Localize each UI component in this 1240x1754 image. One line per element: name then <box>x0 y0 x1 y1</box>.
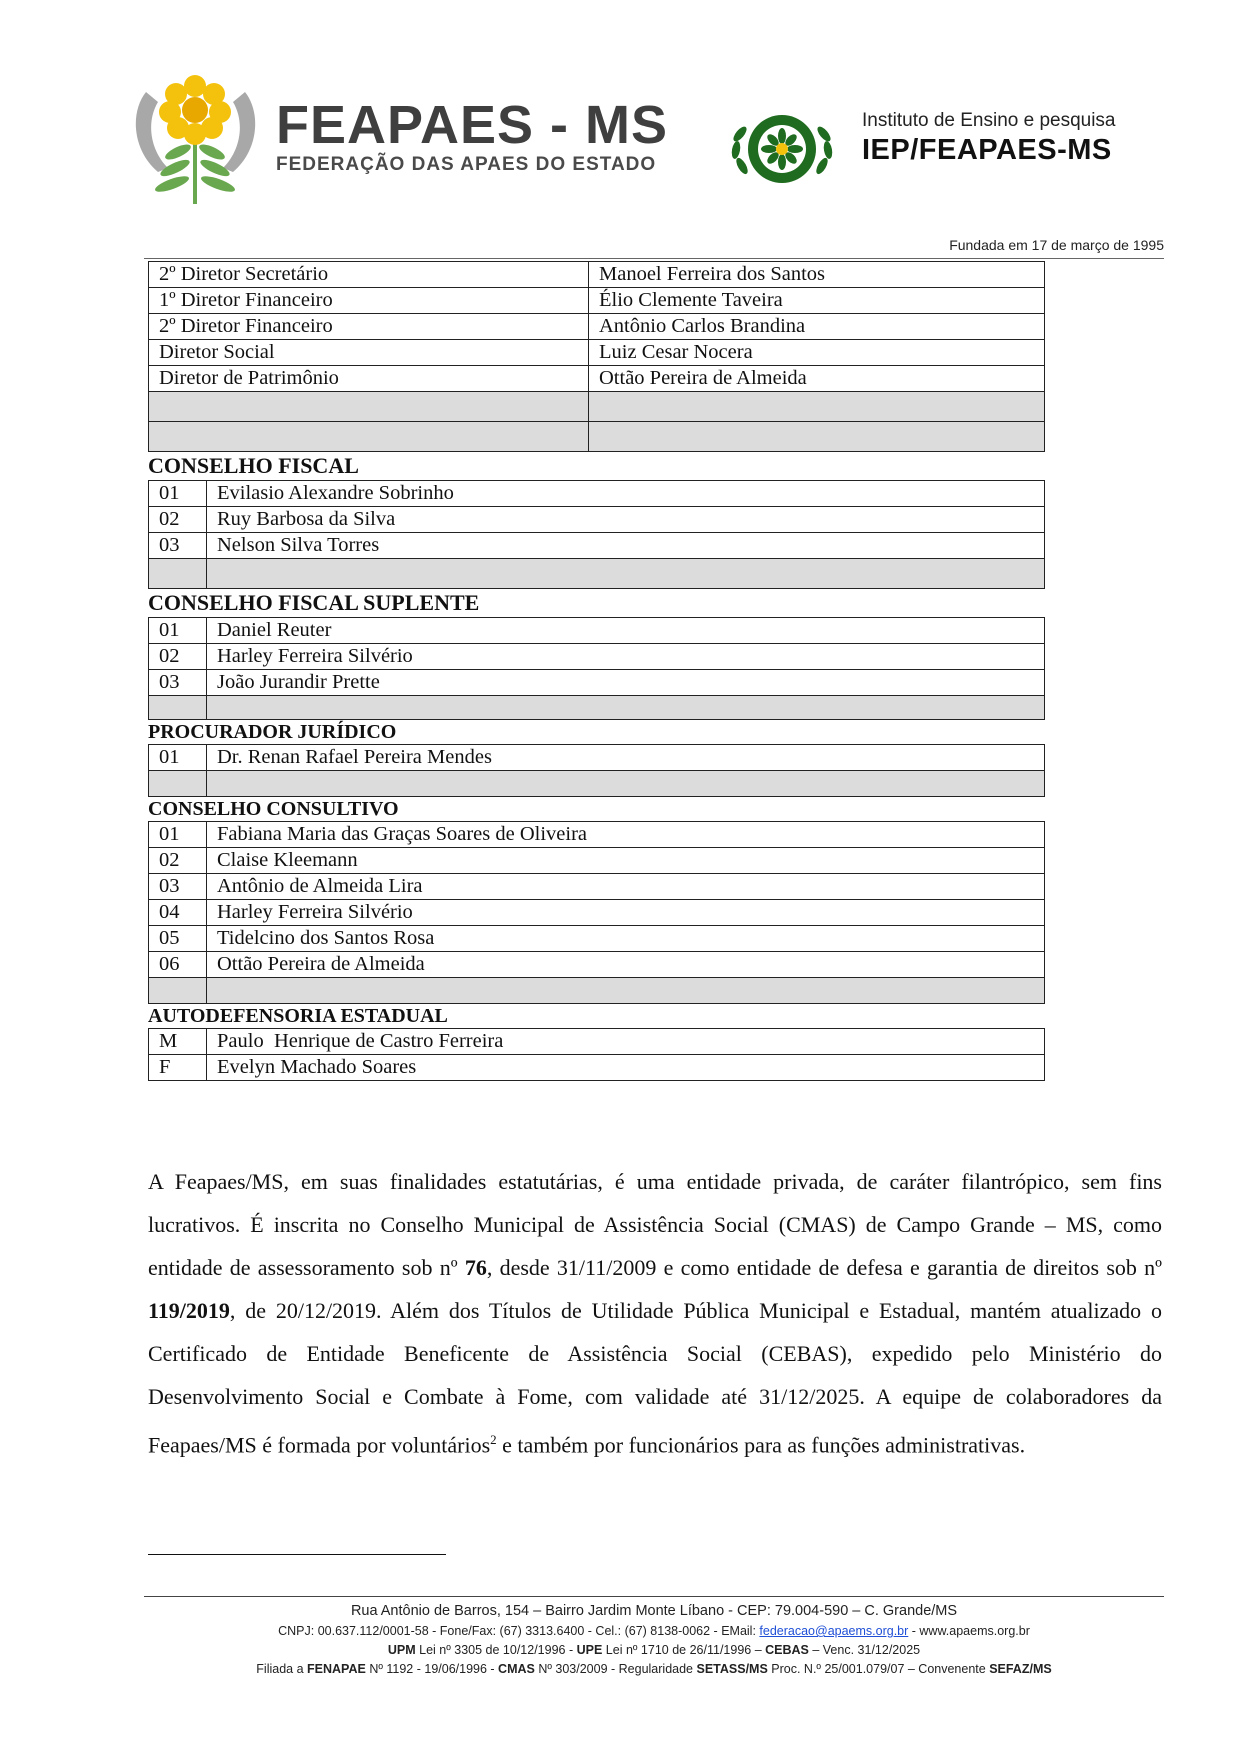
name-cell: Evilasio Alexandre Sobrinho <box>207 481 1045 507</box>
blank-row <box>149 392 1045 422</box>
footer-bold: CMAS <box>498 1662 535 1676</box>
footer-contact <box>144 1622 1164 1641</box>
section-title-procurador: PROCURADOR JURÍDICO <box>148 721 397 743</box>
name-cell: Dr. Renan Rafael Pereira Mendes <box>207 745 1045 771</box>
footer-divider <box>144 1596 1164 1597</box>
name-cell: Fabiana Maria das Graças Soares de Oliveira <box>207 822 1045 848</box>
blank-cell <box>149 422 589 452</box>
blank-cell <box>589 392 1045 422</box>
blank-row <box>149 978 1045 1004</box>
footer-text: Lei nº 3305 de 10/12/1996 - <box>415 1643 577 1657</box>
number-cell: 01 <box>149 745 207 771</box>
table-row <box>149 1055 1045 1081</box>
name-cell: Evelyn Machado Soares <box>207 1055 1045 1081</box>
blank-cell <box>207 696 1045 720</box>
board-content <box>148 261 1048 1081</box>
para-bold: 76 <box>464 1255 487 1280</box>
table-row <box>149 822 1045 848</box>
table-row <box>149 745 1045 771</box>
blank-cell <box>207 771 1045 797</box>
table-row <box>149 848 1045 874</box>
number-cell: 02 <box>149 644 207 670</box>
number-cell: 03 <box>149 874 207 900</box>
footer-text: Nº 303/2009 - Regularidade <box>534 1662 697 1676</box>
table-row <box>149 618 1045 644</box>
table-row <box>149 288 1045 314</box>
section-title-conselho-fiscal: CONSELHO FISCAL <box>148 453 359 478</box>
footer-bold: CEBAS <box>765 1643 809 1657</box>
iep-line1: Instituto de Ensino e pesquisa <box>862 110 1116 131</box>
name-cell: Ottão Pereira de Almeida <box>589 366 1045 392</box>
footer-address: Rua Antônio de Barros, 154 – Bairro Jardim Monte Líbano - CEP: 79.004-590 – C. Grande/MS <box>350 1603 958 1619</box>
section-title-conselho-fiscal-suplente: CONSELHO FISCAL SUPLENTE <box>148 590 480 615</box>
role-cell: Diretor Social <box>149 340 589 366</box>
footer-registrations <box>144 1641 1164 1660</box>
role-cell: 1º Diretor Financeiro <box>149 288 589 314</box>
number-cell: 02 <box>149 848 207 874</box>
name-cell: Manoel Ferreira dos Santos <box>589 262 1045 288</box>
table-row <box>149 900 1045 926</box>
number-cell: 03 <box>149 533 207 559</box>
name-cell: Harley Ferreira Silvério <box>207 644 1045 670</box>
table-row <box>149 262 1045 288</box>
founded-date: Fundada em 17 de março de 1995 <box>949 237 1164 253</box>
blank-cell <box>207 978 1045 1004</box>
conselho-fiscal-suplente-table <box>148 617 1045 720</box>
number-cell: 02 <box>149 507 207 533</box>
footer-text: Filiada a <box>256 1662 308 1676</box>
conselho-fiscal-table <box>148 480 1045 589</box>
para-text: , desde 31/11/2009 e como entidade de defesa e garantia de direitos sob nº <box>486 1255 1162 1280</box>
name-cell: Harley Ferreira Silvério <box>207 900 1045 926</box>
role-cell: 2º Diretor Financeiro <box>149 314 589 340</box>
para-text: , de 20/12/2019. Além dos Títulos de Utilidade Pública Municipal e Estadual, mantém atualizado o Certificado de Entidade Beneficente de Assistência Social (CEBAS), expedido pelo Ministério do Desenvolvimento Social e Combate à Fome, com validade até 31/12/2025. A equipe de colaboradores da Feapaes/MS é formada por voluntários <box>148 1298 1162 1458</box>
header-divider <box>144 258 1164 259</box>
blank-row <box>149 696 1045 720</box>
footer-bold: SETASS/MS <box>696 1662 768 1676</box>
number-cell: 01 <box>149 481 207 507</box>
iep-logo <box>726 100 1166 200</box>
directors-table <box>148 261 1045 452</box>
institution-description <box>148 1160 1162 1466</box>
blank-cell <box>149 978 207 1004</box>
number-cell: 05 <box>149 926 207 952</box>
footer-bold: SEFAZ/MS <box>989 1662 1052 1676</box>
footer <box>144 1600 1164 1679</box>
blank-cell <box>589 422 1045 452</box>
number-cell: F <box>149 1055 207 1081</box>
name-cell: Daniel Reuter <box>207 618 1045 644</box>
brand-subtitle: FEDERAÇÃO DAS APAES DO ESTADO <box>276 154 657 175</box>
name-cell: Antônio Carlos Brandina <box>589 314 1045 340</box>
autodefensoria-table <box>148 1028 1045 1081</box>
footer-text: Lei nº 1710 de 26/11/1996 – <box>602 1643 766 1657</box>
name-cell: Paulo Henrique de Castro Ferreira <box>207 1029 1045 1055</box>
footer-text: CNPJ: 00.637.112/0001-58 - Fone/Fax: (67) 3313.6400 - Cel.: (67) 8138-0062 - EMail: <box>278 1624 760 1638</box>
blank-cell <box>149 696 207 720</box>
blank-row <box>149 559 1045 589</box>
number-cell: 01 <box>149 618 207 644</box>
name-cell: Ruy Barbosa da Silva <box>207 507 1045 533</box>
footnote-ref: 2 <box>490 1432 497 1447</box>
footer-bold: UPE <box>576 1643 603 1657</box>
table-row <box>149 952 1045 978</box>
table-row <box>149 481 1045 507</box>
table-row <box>149 340 1045 366</box>
blank-cell <box>149 771 207 797</box>
iep-line2: IEP/FEAPAES-MS <box>862 134 1112 166</box>
para-text: e também por funcionários para as funções administrativas. <box>496 1432 1026 1458</box>
feapaes-logo <box>128 72 669 212</box>
table-row <box>149 926 1045 952</box>
name-cell: Élio Clemente Taveira <box>589 288 1045 314</box>
table-row <box>149 314 1045 340</box>
para-bold: 119/2019 <box>148 1298 230 1323</box>
blank-row <box>149 771 1045 797</box>
name-cell: Nelson Silva Torres <box>207 533 1045 559</box>
blank-row <box>149 422 1045 452</box>
role-cell: 2º Diretor Secretário <box>149 262 589 288</box>
footer-text: - www.apaems.org.br <box>908 1624 1030 1638</box>
blank-cell <box>149 392 589 422</box>
footer-affiliation <box>144 1660 1164 1679</box>
name-cell: João Jurandir Prette <box>207 670 1045 696</box>
conselho-consultivo-table <box>148 821 1045 1004</box>
name-cell: Luiz Cesar Nocera <box>589 340 1045 366</box>
footnote-separator <box>148 1554 446 1555</box>
iep-wreath-flower-icon <box>726 104 838 194</box>
footer-text: Nº 1192 - 19/06/1996 - <box>365 1662 499 1676</box>
role-cell: Diretor de Patrimônio <box>149 366 589 392</box>
name-cell: Claise Kleemann <box>207 848 1045 874</box>
procurador-table <box>148 744 1045 797</box>
email-link[interactable]: federacao@apaems.org.br <box>759 1624 909 1638</box>
table-row <box>149 874 1045 900</box>
table-row <box>149 533 1045 559</box>
table-row <box>149 1029 1045 1055</box>
para-text: A Feapaes/MS, em suas finalidades estatutárias, é uma entidade privada, de caráter filantrópico, sem fins lucrativos. É inscrita no Conselho Municipal de Assistência Social (CMAS) de Campo Grande – MS, como entidade de assessoramento sob nº <box>148 1169 1162 1280</box>
brand-title: FEAPAES - MS <box>276 95 669 155</box>
table-row <box>149 366 1045 392</box>
number-cell: 04 <box>149 900 207 926</box>
blank-cell <box>149 559 207 589</box>
table-row <box>149 507 1045 533</box>
footer-text: Proc. N.º 25/001.079/07 – Convenente <box>767 1662 990 1676</box>
blank-cell <box>207 559 1045 589</box>
number-cell: 01 <box>149 822 207 848</box>
name-cell: Ottão Pereira de Almeida <box>207 952 1045 978</box>
number-cell: 06 <box>149 952 207 978</box>
section-title-autodefensoria: AUTODEFENSORIA ESTADUAL <box>148 1005 448 1027</box>
section-title-conselho-consultivo: CONSELHO CONSULTIVO <box>148 798 399 820</box>
number-cell: M <box>149 1029 207 1055</box>
table-row <box>149 644 1045 670</box>
footer-text: – Venc. 31/12/2025 <box>808 1643 921 1657</box>
name-cell: Tidelcino dos Santos Rosa <box>207 926 1045 952</box>
number-cell: 03 <box>149 670 207 696</box>
footer-bold: UPM <box>387 1643 416 1657</box>
footer-bold: FENAPAE <box>307 1662 366 1676</box>
name-cell: Antônio de Almeida Lira <box>207 874 1045 900</box>
apae-flower-hands-icon <box>128 72 263 207</box>
table-row <box>149 670 1045 696</box>
